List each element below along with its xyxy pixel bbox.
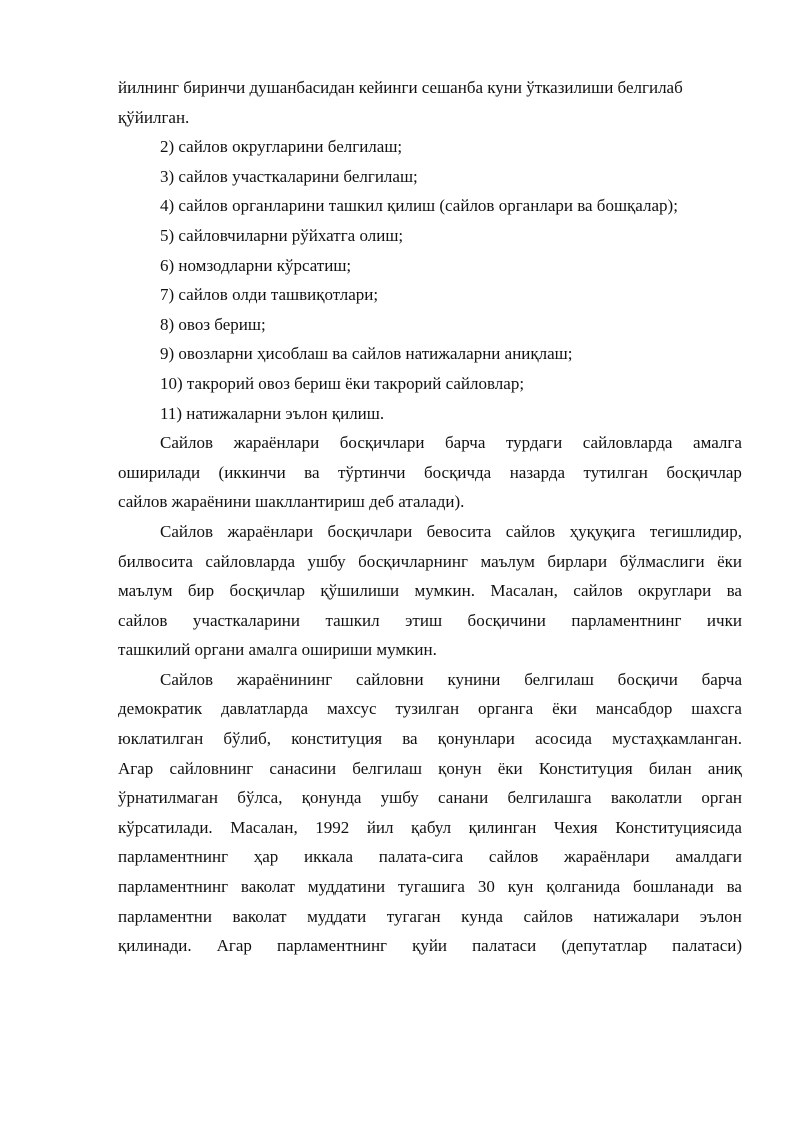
word: участкаларини	[192, 610, 300, 630]
word: ўрнатилмаган	[118, 788, 219, 808]
text-line: 5) сайловчиларни рўйхатга олиш;	[160, 225, 404, 245]
text-line	[118, 517, 742, 547]
word: тугаган	[386, 906, 441, 926]
word: Сайлов	[160, 521, 213, 541]
text-line	[118, 428, 742, 458]
word: қонунда	[301, 788, 362, 808]
word: қонунлари	[437, 729, 515, 749]
word: конституция	[291, 729, 383, 749]
word: мансабдор	[595, 699, 673, 719]
text-line: 8) овоз бериш;	[160, 314, 266, 334]
word: орган	[701, 788, 742, 808]
word: ва	[304, 462, 320, 482]
word: ёки	[552, 699, 577, 719]
word: кўрсатилади.	[118, 817, 213, 837]
word: Конституция	[538, 758, 633, 778]
word: жараёнининг	[236, 669, 333, 689]
word: сайловни	[356, 669, 424, 689]
word: бир	[187, 581, 215, 601]
word: мустаҳкамланган.	[612, 729, 742, 749]
word: ваколат	[240, 877, 295, 897]
word: парламентнинг	[571, 610, 682, 630]
text-line	[118, 872, 742, 902]
word: парламентнинг	[276, 936, 388, 956]
word: сайловнинг	[169, 758, 254, 778]
text-line	[118, 754, 742, 784]
word: белгилашга	[507, 788, 592, 808]
word: босқичи	[617, 669, 678, 689]
text-line	[118, 547, 742, 577]
word: маълум	[480, 551, 535, 571]
word: Масалан,	[230, 817, 298, 837]
word: муддатини	[307, 877, 386, 897]
word: (иккинчи	[218, 462, 286, 482]
text-line	[118, 931, 742, 961]
text-line	[118, 576, 742, 606]
text-line	[118, 813, 742, 843]
word: палатаси	[472, 936, 537, 956]
word: сайлов	[505, 521, 556, 541]
word: аниқ	[707, 758, 742, 778]
word: ва	[726, 877, 742, 897]
word: қонун	[438, 758, 482, 778]
word: ва	[402, 729, 418, 749]
text-line: 6) номзодларни кўрсатиш;	[160, 255, 352, 275]
word: этиш	[405, 610, 443, 630]
word: бирлари	[547, 551, 608, 571]
word: ҳар	[253, 847, 279, 867]
word: босқичлари	[327, 521, 413, 541]
text-line	[118, 606, 742, 636]
word: тугашига	[398, 877, 465, 897]
word: кунини	[447, 669, 501, 689]
word: Сайлов	[160, 433, 213, 453]
word: ёки	[497, 758, 523, 778]
text-line: 7) сайлов олди ташвиқотлари;	[160, 285, 379, 305]
text-line: ташкилий органи амалга ошириши мумкин.	[118, 640, 437, 660]
text-line	[118, 783, 742, 813]
word: Агар	[216, 936, 252, 956]
word: ҳуқуқига	[569, 521, 636, 541]
word: сайлов	[118, 610, 168, 630]
text-line	[118, 842, 742, 872]
word: тегишлидир,	[649, 521, 742, 541]
word: қолганида	[546, 877, 621, 897]
word: тўртинчи	[338, 462, 406, 482]
word: барча	[445, 433, 486, 453]
word: билан	[648, 758, 692, 778]
word: 30	[477, 877, 495, 897]
word: ушбу	[380, 788, 419, 808]
word: иккала	[304, 847, 354, 867]
word: белгилаш	[352, 758, 422, 778]
word: санасини	[269, 758, 337, 778]
text-line: сайлов жараёнини шакллантириш деб аталади).	[118, 492, 465, 512]
word: натижалари	[593, 906, 680, 926]
text-line: 10) такрорий овоз бериш ёки такрорий сайловлар;	[160, 373, 525, 393]
word: маълум	[118, 581, 173, 601]
word: муддати	[307, 906, 367, 926]
word: 1992	[315, 817, 350, 837]
word: Сайлов	[160, 669, 213, 689]
word: босқичлари	[339, 433, 425, 453]
word: босқичлар	[666, 462, 742, 482]
word: бошланади	[633, 877, 714, 897]
word: турдаги	[505, 433, 563, 453]
word: билвосита	[118, 551, 193, 571]
text-line: 4) сайлов органларини ташкил қилиш (сайлов органлари ва бошқалар);	[160, 196, 678, 216]
word: тузилган	[395, 699, 460, 719]
text-line: 9) овозларни ҳисоблаш ва сайлов натижаларни аниқлаш;	[160, 344, 573, 364]
text-line: 11) натижаларни эълон қилиш.	[160, 403, 385, 423]
word: жараёнлари	[233, 433, 320, 453]
word: босқичда	[423, 462, 492, 482]
word: органга	[478, 699, 534, 719]
word: бўлса,	[237, 788, 283, 808]
word: барча	[701, 669, 742, 689]
word: давлатларда	[221, 699, 309, 719]
word: босқичлар	[229, 581, 306, 601]
text-line: 3) сайлов участкаларини белгилаш;	[160, 166, 418, 186]
word: палатаси)	[672, 936, 742, 956]
word: демократик	[118, 699, 203, 719]
word: босқичини	[467, 610, 546, 630]
word: йил	[366, 817, 394, 837]
word: сайлов	[488, 847, 539, 867]
word: юклатилган	[118, 729, 204, 749]
word: махсус	[327, 699, 377, 719]
word: бўлмаслиги	[619, 551, 705, 571]
word: шахсга	[691, 699, 742, 719]
text-line: қўйилган.	[118, 107, 190, 127]
word: сайловларда	[205, 551, 296, 571]
text-line	[118, 665, 742, 695]
word: ташкил	[325, 610, 380, 630]
word: Масалан,	[490, 581, 558, 601]
word: белгилаш	[524, 669, 594, 689]
word: оширилади	[118, 462, 201, 482]
word: парламентни	[118, 906, 212, 926]
word: қилинади.	[118, 936, 192, 956]
word: кунда	[461, 906, 503, 926]
word: ва	[726, 581, 742, 601]
word: кун	[507, 877, 534, 897]
word: парламентнинг	[118, 847, 229, 867]
word: Конституциясида	[615, 817, 742, 837]
word: Чехия	[553, 817, 598, 837]
word: қилинган	[468, 817, 537, 837]
word: санани	[438, 788, 489, 808]
word: сайлов	[523, 906, 573, 926]
word: босқичларнинг	[358, 551, 468, 571]
word: амалга	[693, 433, 742, 453]
word: бевосита	[426, 521, 492, 541]
word: эълон	[699, 906, 742, 926]
word: назарда	[509, 462, 566, 482]
word: ушбу	[307, 551, 346, 571]
word: парламентнинг	[118, 877, 229, 897]
word: жараёнлари	[564, 847, 650, 867]
text-line	[118, 724, 742, 754]
word: ёки	[717, 551, 742, 571]
word: асосида	[535, 729, 592, 749]
document-page	[118, 73, 742, 961]
word: мумкин.	[414, 581, 475, 601]
word: сайлов	[573, 581, 623, 601]
word: сайловларда	[582, 433, 673, 453]
word: бўлиб,	[223, 729, 272, 749]
word: ички	[706, 610, 742, 630]
word: палата-сига	[378, 847, 464, 867]
word: жараёнлари	[227, 521, 314, 541]
text-line	[118, 902, 742, 932]
word: қабул	[411, 817, 452, 837]
word: тутилган	[583, 462, 648, 482]
text-line	[118, 458, 742, 488]
word: қуйи	[412, 936, 448, 956]
word: ваколатли	[610, 788, 683, 808]
word: (депутатлар	[561, 936, 648, 956]
text-line	[118, 694, 742, 724]
text-line: 2) сайлов округларини белгилаш;	[160, 137, 403, 157]
word: ваколат	[232, 906, 287, 926]
word: қўшилиши	[320, 581, 400, 601]
word: амалдаги	[675, 847, 742, 867]
word: округлари	[637, 581, 712, 601]
word: Агар	[118, 758, 154, 778]
text-line: йилнинг биринчи душанбасидан кейинги сешанба куни ўтказилиши белгилаб	[118, 78, 683, 97]
